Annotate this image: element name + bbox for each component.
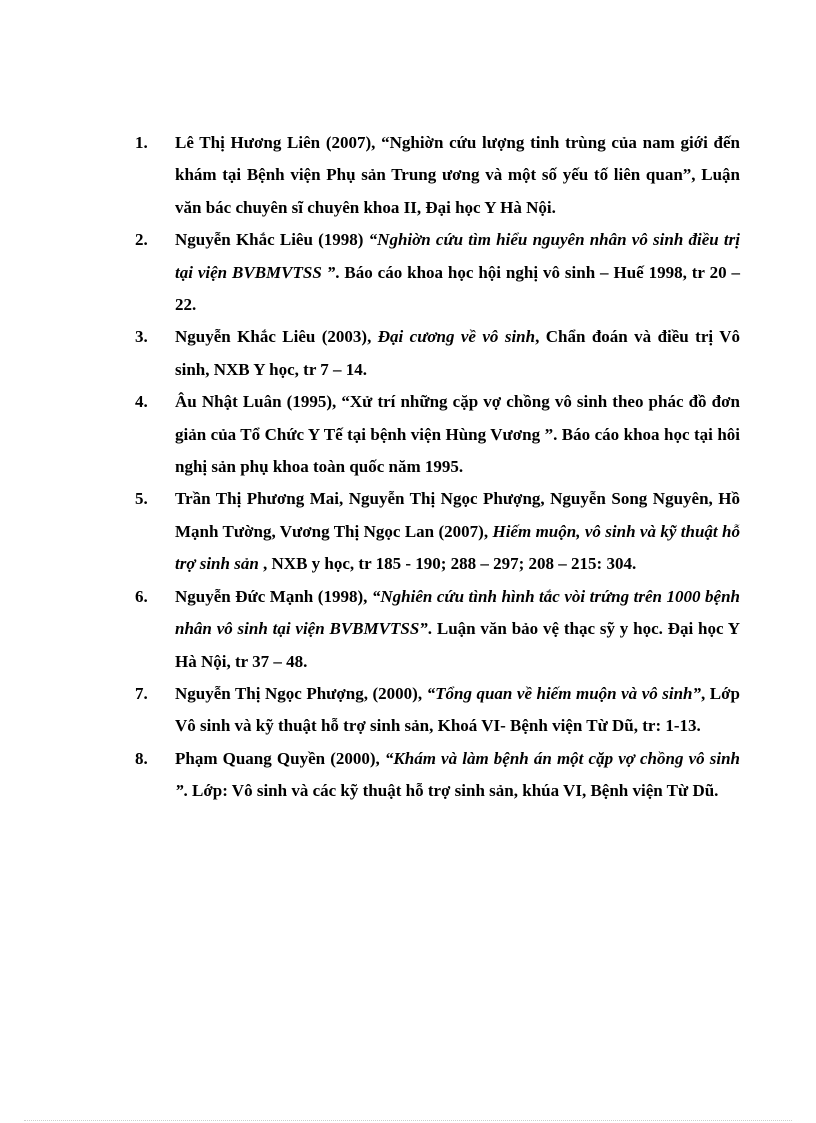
reference-number: 1. (135, 133, 148, 152)
reference-text-part: . Luận văn bảo vệ thạc sỹ y học. Đại học Y Hà Nội, tr 37 – 48. (175, 619, 740, 671)
reference-item (135, 386, 740, 483)
reference-text (175, 587, 740, 671)
reference-text-part: Nguyễn Đức Mạnh (1998), (175, 586, 372, 606)
reference-item (135, 581, 740, 678)
reference-title-italic: Hiếm muộn, vô sinh và kỹ thuật hỗ trợ sinh sản (175, 521, 740, 574)
reference-text (175, 133, 740, 217)
reference-text-part: Nguyễn Khắc Liêu (2003), (175, 327, 378, 347)
reference-text-part: Lê Thị Hương Liên (2007), “Nghiờn cứu lượng tinh trùng của nam giới đến khám tại Bệnh viện Phụ sản Trung ương và một số yếu tố liên quan”, Luận văn bác chuyên sĩ chuyên khoa II, Đại học Y Hà Nội. (175, 133, 740, 217)
reference-text-part: , NXB y học, tr 185 - 190; 288 – 297; 208 – 215: 304. (258, 554, 637, 574)
reference-text-part: Nguyễn Khắc Liêu (1998) (175, 230, 369, 250)
reference-list (135, 127, 740, 808)
reference-title-italic: “Khám và làm bệnh án một cặp vợ chồng vô sinh ” (175, 748, 741, 801)
reference-title-italic: “Nghiờn cứu tìm hiểu nguyên nhân vô sinh điều trị tại viện BVBMVTSS ” (175, 230, 740, 282)
reference-text-part: Nguyễn Thị Ngọc Phượng, (2000), (175, 683, 427, 703)
reference-number: 7. (135, 683, 148, 703)
reference-text-part: . Lớp: Vô sinh và các kỹ thuật hỗ trợ sinh sản, khúa VI, Bệnh viện Từ Dũ. (183, 781, 719, 801)
reference-text (175, 749, 740, 800)
reference-text (175, 489, 740, 573)
reference-text (175, 230, 740, 314)
reference-text-part: . Báo cáo khoa học hội nghị vô sinh – Huế 1998, tr 20 – 22. (175, 262, 740, 315)
reference-text-part: Âu Nhật Luân (1995), “Xử trí những cặp vợ chồng vô sinh theo phác đồ đơn giản của Tổ Chức Y Tế tại bệnh viện Hùng Vương ”. Báo cáo khoa học tại hôi nghị sản phụ khoa toàn quốc năm 1995. (175, 392, 740, 477)
reference-text-part: , Chẩn đoán và điều trị Vô sinh, NXB Y học, tr 7 – 14. (175, 327, 740, 379)
reference-item (135, 224, 740, 321)
reference-item (135, 743, 740, 808)
reference-item (135, 127, 740, 224)
reference-item (135, 321, 740, 386)
reference-text-part: , Lớp Vô sinh và kỹ thuật hỗ trợ sinh sản, Khoá VI- Bệnh viện Từ Dũ, tr: 1-13. (175, 683, 740, 736)
reference-number: 4. (135, 392, 148, 412)
reference-item (135, 678, 740, 743)
reference-text (175, 392, 740, 476)
reference-number: 6. (135, 586, 148, 606)
reference-title-italic: “Tổng quan về hiếm muộn và vô sinh” (426, 683, 702, 703)
reference-number: 2. (135, 230, 148, 250)
reference-text (175, 327, 740, 378)
reference-item (135, 483, 740, 580)
reference-text (175, 684, 740, 735)
reference-text-part: Phạm Quang Quyền (2000), (175, 748, 385, 768)
page-bottom-divider (24, 1120, 792, 1121)
reference-title-italic: “Nghiên cứu tình hình tắc vòi trứng trên 1000 bệnh nhân vô sinh tại viện BVBMVTSS” (175, 586, 740, 639)
reference-number: 8. (135, 748, 148, 768)
reference-text-part: Trần Thị Phương Mai, Nguyễn Thị Ngọc Phượng, Nguyễn Song Nguyên, Hồ Mạnh Tường, Vương Thị Ngọc Lan (2007), (175, 489, 740, 541)
reference-number: 3. (135, 327, 148, 347)
reference-title-italic: Đại cương về vô sinh (377, 327, 536, 347)
reference-number: 5. (135, 489, 148, 509)
